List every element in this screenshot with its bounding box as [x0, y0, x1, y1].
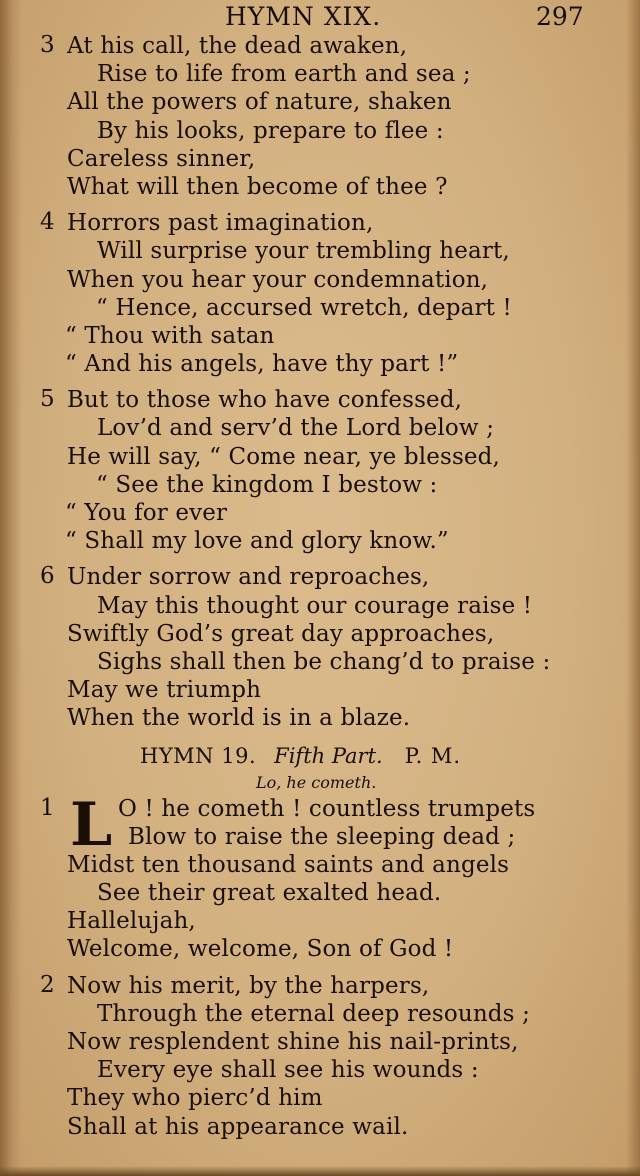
verse-line: May we triumph	[67, 677, 262, 704]
hymn-meter: P. M.	[404, 743, 462, 768]
verse-line: When the world is in a blaze.	[67, 705, 411, 732]
hymn-title: HYMN 19.	[140, 743, 257, 768]
page-header	[0, 2, 640, 32]
hymn-subtitle: Lo, he cometh.	[256, 772, 377, 792]
verse-line: Swiftly God’s great day approaches,	[67, 620, 495, 647]
stanza-4	[0, 209, 640, 378]
verse-line: “ Shall my love and glory know.”	[65, 528, 449, 555]
verse-line: Careless sinner,	[67, 145, 256, 172]
stanza-6	[0, 563, 640, 732]
verse-line: Under sorrow and reproaches,	[67, 564, 430, 591]
verse-line: By his looks, prepare to flee :	[97, 117, 444, 144]
verse-line: “ Thou with satan	[65, 322, 275, 349]
page-number: 297	[536, 2, 584, 31]
stanza-number: 1	[40, 794, 55, 821]
verse-line: Lov’d and serv’d the Lord below ;	[97, 415, 495, 442]
hymn-part: Fifth Part.	[274, 743, 383, 768]
running-title: HYMN XIX.	[225, 2, 382, 31]
verse-line: May this thought our courage raise !	[97, 592, 533, 619]
verse-line: Every eye shall see his wounds :	[97, 1057, 479, 1084]
verse-line: They who pierc’d him	[67, 1085, 323, 1112]
stanza-5	[0, 386, 640, 555]
verse-line: Through the eternal deep resounds ;	[97, 1000, 530, 1027]
page-bottom-edge	[0, 1166, 640, 1176]
verse-line: See their great exalted head.	[97, 880, 442, 907]
verse-line: All the powers of nature, shaken	[67, 89, 452, 116]
verse-line: Welcome, welcome, Son of God !	[67, 936, 454, 963]
stanza-2	[0, 972, 640, 1141]
verse-line: Sighs shall then be chang’d to praise :	[97, 648, 551, 675]
page-content	[0, 32, 640, 1149]
verse-line: Hallelujah,	[67, 908, 196, 935]
verse-line: “ You for ever	[65, 500, 228, 526]
verse-line: At his call, the dead awaken,	[67, 33, 408, 59]
stanza-number: 3	[40, 32, 55, 58]
stanza-number: 5	[40, 386, 55, 413]
verse-line: But to those who have confessed,	[67, 387, 463, 414]
verse-line: Will surprise your trembling heart,	[97, 238, 510, 265]
verse-line: O ! he cometh ! countless trumpets	[118, 795, 536, 822]
stanza-number: 4	[40, 209, 55, 236]
verse-line: He will say, “ Come near, ye blessed,	[67, 443, 501, 470]
verse-line: What will then become of thee ?	[67, 173, 448, 200]
verse-line: Horrors past imagination,	[67, 210, 374, 237]
verse-line: Now resplendent shine his nail-prints,	[67, 1029, 519, 1055]
stanza-3	[0, 32, 640, 201]
stanza-number: 2	[40, 971, 55, 998]
verse-line: When you hear your condemnation,	[67, 266, 489, 293]
verse-line: Rise to life from earth and sea ;	[97, 61, 471, 88]
verse-line: Now his merit, by the harpers,	[67, 972, 430, 999]
stanza-1	[0, 789, 640, 964]
stanza-number: 6	[40, 563, 55, 590]
hymn-heading	[0, 741, 640, 771]
verse-line: Shall at his appearance wail.	[67, 1113, 409, 1140]
verse-line: “ And his angels, have thy part !”	[65, 351, 459, 378]
drop-cap: L	[70, 789, 113, 860]
verse-line: “ Hence, accursed wretch, depart !	[96, 294, 512, 321]
verse-line: Midst ten thousand saints and angels	[67, 851, 510, 878]
verse-line: “ See the kingdom I bestow :	[96, 471, 438, 498]
verse-line: Blow to raise the sleeping dead ;	[128, 823, 516, 850]
